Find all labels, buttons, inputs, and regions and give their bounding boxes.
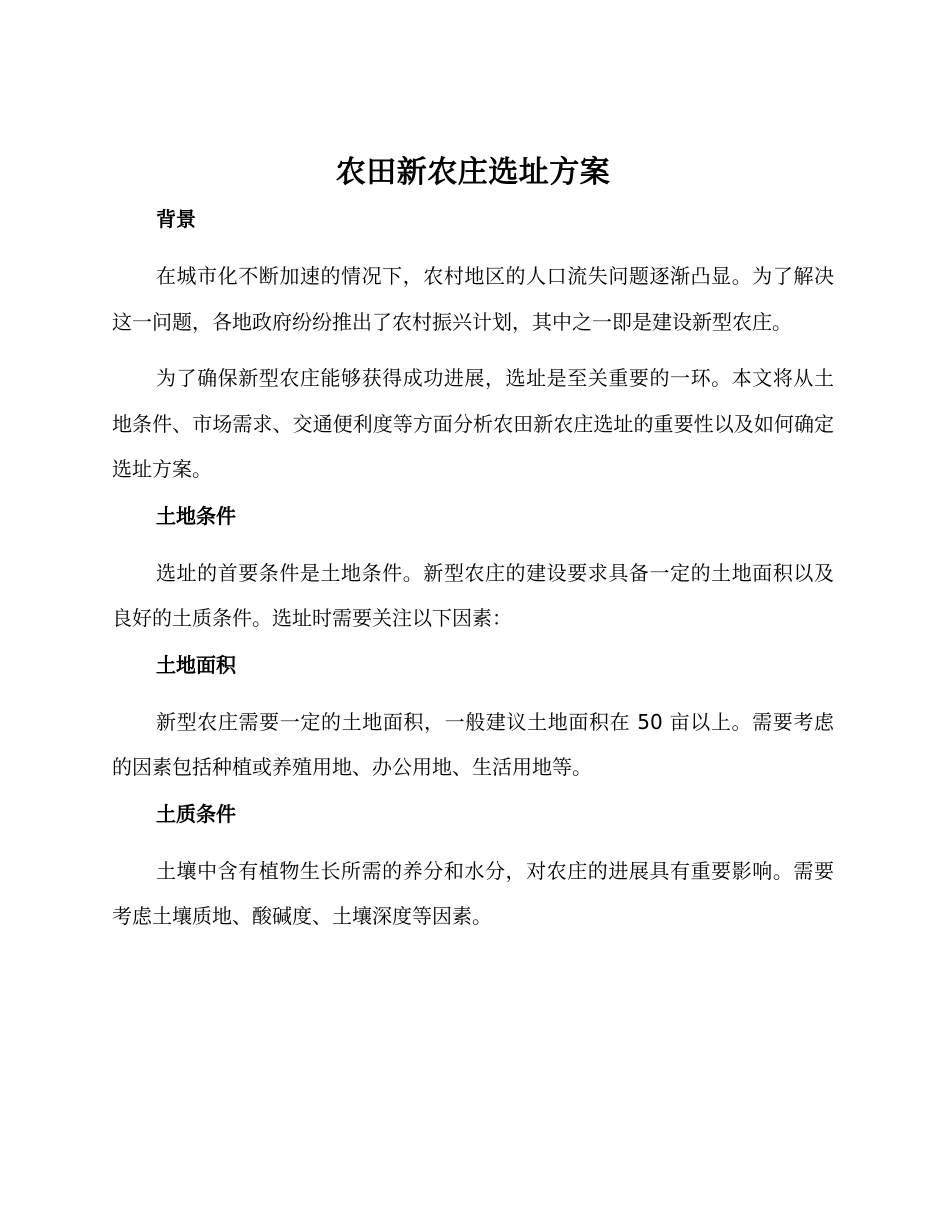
paragraph: 在城市化不断加速的情况下，农村地区的人口流失问题逐渐凸显。为了解决这一问题，各地政府纷纷推出了农村振兴计划，其中之一即是建设新型农庄。 [112, 264, 834, 334]
section-land-area [112, 650, 834, 791]
section-heading: 背景 [156, 207, 196, 231]
paragraph: 选址的首要条件是土地条件。新型农庄的建设要求具备一定的土地面积以及良好的土质条件。选址时需要关注以下因素： [112, 560, 834, 630]
section-heading: 土质条件 [156, 801, 236, 826]
section-heading: 土地条件 [156, 503, 236, 528]
section-heading: 土地面积 [156, 652, 236, 677]
section-soil-conditions [112, 799, 834, 940]
section-background [112, 204, 834, 493]
section-land-conditions [112, 501, 834, 642]
paragraph: 新型农庄需要一定的土地面积，一般建议土地面积在 50 亩以上。需要考虑的因素包括种植或养殖用地、办公用地、生活用地等。 [112, 709, 834, 779]
document-title: 农田新农庄选址方案 [335, 155, 611, 190]
paragraph: 为了确保新型农庄能够获得成功进展，选址是至关重要的一环。本文将从土地条件、市场需求、交通便利度等方面分析农田新农庄选址的重要性以及如何确定选址方案。 [112, 366, 834, 481]
paragraph: 土壤中含有植物生长所需的养分和水分，对农庄的进展具有重要影响。需要考虑土壤质地、酸碱度、土壤深度等因素。 [112, 858, 834, 928]
document-page [112, 150, 834, 940]
